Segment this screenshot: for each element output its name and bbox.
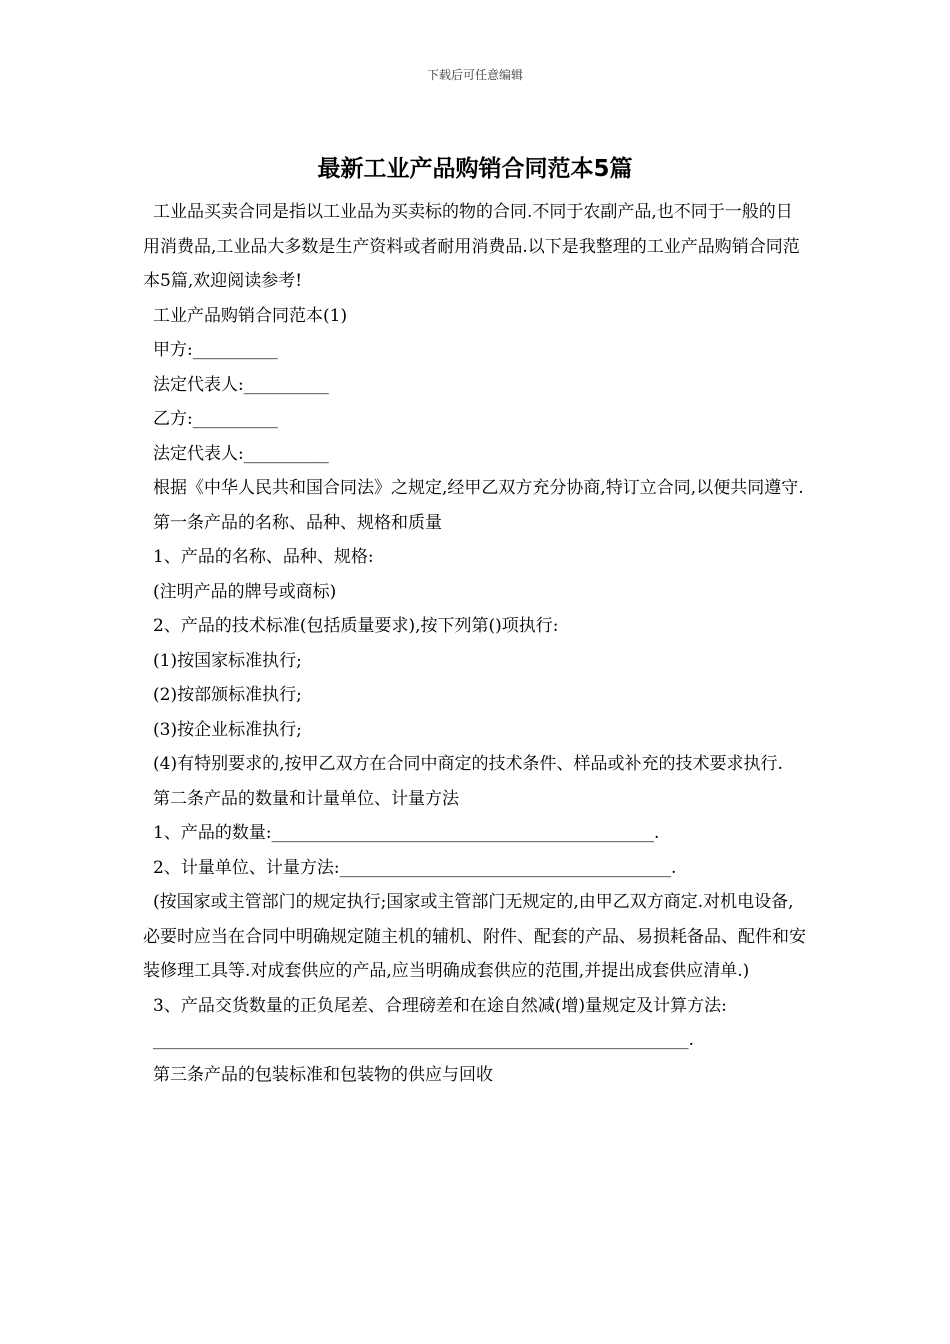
article-2-note: (按国家或主管部门的规定执行;国家或主管部门无规定的,由甲乙双方商定.对机电设备,必要时应当在合同中明确规定随主机的辅机、附件、配套的产品、易损耗备品、配件和安装修理工具等.对成套供应的产品,应当明确成套供应的范围,并提出成套供应清单.) (143, 892, 806, 981)
article-2-item-3: 3、产品交货数量的正负尾差、合理磅差和在途自然减(增)量规定及计算方法: (153, 995, 727, 1016)
article-1-item-1: 1、产品的名称、品种、规格: (153, 547, 374, 567)
article-3-heading: 第三条产品的包装标准和包装物的供应与回收 (153, 1064, 493, 1085)
party-a-representative-line: 法定代表人:__________ (153, 374, 329, 395)
article-2-item-1: 1、产品的数量:_____________________________________________. (153, 823, 660, 843)
standard-option-1: (1)按国家标准执行; (153, 650, 302, 671)
page-header-note: 下载后可任意编辑 (426, 68, 523, 82)
contract-heading: 工业产品购销合同范本(1) (153, 305, 348, 326)
standard-option-2: (2)按部颁标准执行; (153, 685, 302, 705)
standard-option-4: (4)有特别要求的,按甲乙双方在合同中商定的技术条件、样品或补充的技术要求执行. (153, 754, 783, 774)
article-1-note: (注明产品的牌号或商标) (153, 581, 337, 602)
article-2-item-2: 2、计量单位、计量方法:_______________________________________. (153, 857, 677, 878)
document-title: 最新工业产品购销合同范本5篇 (317, 156, 633, 182)
party-a-line: 甲方:__________ (153, 340, 278, 360)
standard-option-3: (3)按企业标准执行; (153, 719, 302, 740)
document-body (143, 195, 809, 1092)
article-1-item-2: 2、产品的技术标准(包括质量要求),按下列第()项执行: (153, 616, 559, 636)
party-b-representative-line: 法定代表人:__________ (153, 443, 329, 464)
article-2-heading: 第二条产品的数量和计量单位、计量方法 (153, 788, 459, 809)
party-b-line: 乙方:__________ (153, 409, 278, 429)
article-1-heading: 第一条产品的名称、品种、规格和质量 (153, 512, 442, 533)
intro-paragraph: 工业品买卖合同是指以工业品为买卖标的物的合同.不同于农副产品,也不同于一般的日用消费品,工业品大多数是生产资料或者耐用消费品.以下是我整理的工业产品购销合同范本5篇,欢迎阅读参考! (143, 202, 800, 291)
article-2-item-3-blank: _______________________________________________________________. (153, 1030, 694, 1050)
legal-basis-paragraph: 根据《中华人民共和国合同法》之规定,经甲乙双方充分协商,特订立合同,以便共同遵守. (153, 478, 804, 498)
